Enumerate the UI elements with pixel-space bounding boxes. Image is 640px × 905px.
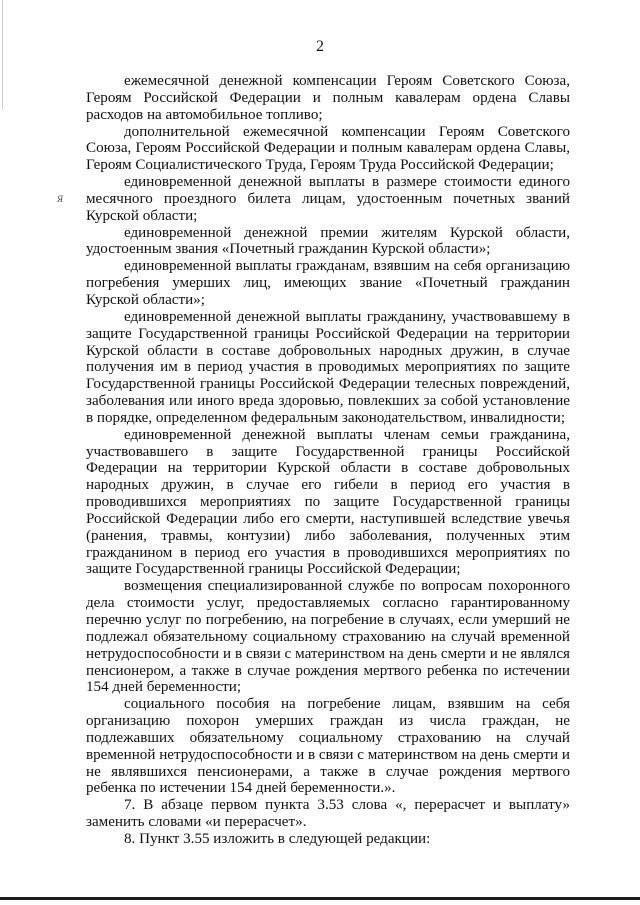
paragraph: ежемесячной денежной компенсации Героям Советского Союза, Героям Российской Федерации и полным кавалерам ордена Славы расходов на автомобильное топливо; (86, 73, 570, 123)
paragraph: единовременной денежной выплаты гражданину, участвовавшему в защите Государственной границы Российской Федерации на территории Курской области в составе добровольных народных дружин, в случае получения им в период участия в проводимых мероприятиях по защите Государственной границы Российской Федерации телесных повреждений, заболевания или иного вреда здоровью, повлекших за собой установление в порядке, определенном федеральным законодательством, инвалидности; (86, 308, 570, 426)
paragraph: возмещения специализированной службе по вопросам похоронного дела стоимости услуг, предоставляемых согласно гарантированному перечню услуг по погребению, на погребение в случаях, если умерший не подлежал обязательному социальному страхованию на случай временной нетрудоспособности и в связи с материнством на день смерти и не являлся пенсионером, а также в случае рождения мертвого ребенка по истечении 154 дней беременности; (86, 578, 570, 696)
paragraph: единовременной денежной выплаты в размере стоимости единого месячного проездного билета лицам, удостоенным почетных званий Курской области; (86, 174, 570, 224)
page-number: 2 (316, 38, 324, 55)
bottom-scan-edge (0, 897, 640, 900)
paragraph: 7. В абзаце первом пункта 3.53 слова «, перерасчет и выплату» заменить словами «и перерасчет». (86, 797, 570, 831)
paragraph: единовременной денежной выплаты членам семьи гражданина, участвовавшего в защите Государственной границы Российской Федерации на территории Курской области в составе добровольных народных дружин, в случае его гибели в период его участия в проводившихся мероприятиях по защите Государственной границы Российской Федерации либо его смерти, наступившей вследствие увечья (ранения, травмы, контузии) либо заболевания, полученных этим гражданином в период его участия в проводившихся мероприятиях по защите Государственной границы Российской Федерации; (86, 426, 570, 578)
paragraph: социального пособия на погребение лицам, взявшим на себя организацию похорон умерших граждан из числа граждан, не подлежавших обязательному социальному страхованию на случай временной нетрудоспособности и в связи с материнством на день смерти и не являвшихся пенсионерами, а также в случае рождения мертвого ребенка по истечении 154 дней беременности.». (86, 696, 570, 797)
paragraph: дополнительной ежемесячной компенсации Героям Советского Союза, Героям Российской Федерации и полным кавалерам ордена Славы, Героям Социалистического Труда, Героям Труда Российской Федерации; (86, 123, 570, 174)
paragraph: единовременной денежной премии жителям Курской области, удостоенным звания «Почетный гражданин Курской области»; (86, 224, 570, 258)
margin-mark: Я (57, 194, 63, 204)
paragraph: единовременной выплаты гражданам, взявшим на себя организацию погребения умерших лиц, имеющих звание «Почетный гражданин Курской области»; (86, 258, 570, 308)
paragraph: 8. Пункт 3.55 изложить в следующей редакции: (124, 830, 431, 847)
document-body (86, 73, 570, 848)
